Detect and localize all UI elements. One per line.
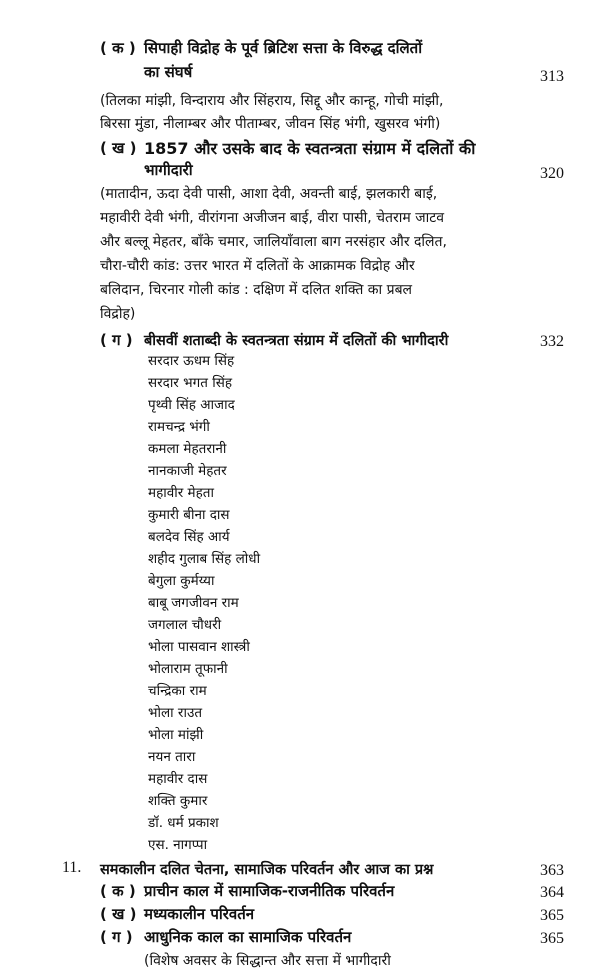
section-kha-page: 320 <box>540 165 564 182</box>
section-kha-desc-line: महावीरी देवी भंगी, वीरांगना अजीजन बाई, वीरा पासी, चेतराम जाटव <box>100 210 445 226</box>
name-list-item: नयन तारा <box>148 749 196 765</box>
chapter-11-sub-title: मध्यकालीन परिवर्तन <box>144 905 255 923</box>
section-ka-title-line1: सिपाही विद्रोह के पूर्व ब्रिटिश सत्ता के विरुद्ध दलितों <box>144 39 423 57</box>
name-list-item: सरदार ऊधम सिंह <box>148 353 235 369</box>
section-ka-page: 313 <box>540 68 564 85</box>
name-list-item: भोला राउत <box>148 705 203 721</box>
name-list-item: महावीर दास <box>148 771 208 787</box>
name-list-item: भोला मांझी <box>148 727 204 743</box>
chapter-11-last-desc: (विशेष अवसर के सिद्धान्त और सत्ता में भागीदारी <box>144 953 391 969</box>
section-ka-desc-line2: बिरसा मुंडा, नीलाम्बर और पीताम्बर, जीवन सिंह भंगी, खुसरव भंगी) <box>100 116 441 132</box>
name-list-item: जगलाल चौधरी <box>148 617 222 633</box>
chapter-11-sub-marker: ( ख ) <box>100 905 137 923</box>
name-list-item: बलदेव सिंह आर्य <box>148 529 230 545</box>
section-ka-marker: ( क ) <box>100 39 136 57</box>
section-ga-title: बीसवीं शताब्दी के स्वतन्त्रता संग्राम में दलितों की भागीदारी <box>144 333 449 349</box>
chapter-11-sub-page: 365 <box>540 907 564 924</box>
chapter-11-sub-marker: ( ग ) <box>100 928 133 946</box>
section-kha-desc-line: (मातादीन, ऊदा देवी पासी, आशा देवी, अवन्ती बाई, झलकारी बाई, <box>100 186 438 202</box>
chapter-11-sub-page: 364 <box>540 884 564 901</box>
name-list-item: शक्ति कुमार <box>148 793 208 809</box>
name-list-item: भोला पासवान शास्त्री <box>148 639 250 655</box>
chapter-11-sub-page: 365 <box>540 930 564 947</box>
name-list-item: रामचन्द्र भंगी <box>148 419 210 435</box>
chapter-11-page: 363 <box>540 862 564 879</box>
name-list-item: पृथ्वी सिंह आजाद <box>148 397 235 413</box>
name-list-item: शहीद गुलाब सिंह लोधी <box>148 551 261 567</box>
name-list-item: बाबू जगजीवन राम <box>148 595 239 611</box>
section-ka-desc-line1: (तिलका मांझी, विन्दाराय और सिंहराय, सिद्दू और कान्हू, गोची मांझी, <box>100 93 444 109</box>
section-kha-desc-line: चौरा-चौरी कांड: उत्तर भारत में दलितों के आक्रामक विद्रोह और <box>100 258 415 274</box>
section-kha-title-line2: भागीदारी <box>144 161 193 179</box>
section-kha-desc-line: और बल्लू मेहतर, बाँके चमार, जालियाँवाला बाग नरसंहार और दलित, <box>100 234 447 250</box>
chapter-11-number: 11. <box>62 859 82 876</box>
chapter-11-title: समकालीन दलित चेतना, सामाजिक परिवर्तन और आज का प्रश्न <box>100 862 434 878</box>
name-list-item: कुमारी बीना दास <box>148 507 230 523</box>
name-list-item: बेगुला कुर्मय्या <box>148 573 215 589</box>
section-kha-desc-line: विद्रोह) <box>100 306 136 322</box>
chapter-11-sub-title: आधुनिक काल का सामाजिक परिवर्तन <box>144 928 352 946</box>
name-list-item: भोलाराम तूफानी <box>148 661 228 677</box>
name-list-item: कमला मेहतरानी <box>148 441 227 457</box>
section-kha-marker: ( ख ) <box>100 139 137 157</box>
name-list-item: डॉ. धर्म प्रकाश <box>148 815 219 831</box>
name-list-item: महावीर मेहता <box>148 485 214 501</box>
section-ga-page: 332 <box>540 333 564 350</box>
chapter-11-sub-title: प्राचीन काल में सामाजिक-राजनीतिक परिवर्तन <box>144 882 395 900</box>
name-list-item: चन्द्रिका राम <box>148 683 207 699</box>
section-ka-title-line2: का संघर्ष <box>144 63 193 81</box>
section-kha-desc-line: बलिदान, चिरनार गोली कांड : दक्षिण में दलित शक्ति का प्रबल <box>100 282 413 298</box>
section-ga-marker: ( ग ) <box>100 331 133 349</box>
section-kha-title-line1: 1857 और उसके बाद के स्वतन्त्रता संग्राम में दलितों की <box>144 139 476 158</box>
name-list-item: सरदार भगत सिंह <box>148 375 232 391</box>
name-list-item: नानकाजी मेहतर <box>148 463 227 479</box>
chapter-11-sub-marker: ( क ) <box>100 882 136 900</box>
name-list-item: एस. नागप्पा <box>148 837 208 853</box>
